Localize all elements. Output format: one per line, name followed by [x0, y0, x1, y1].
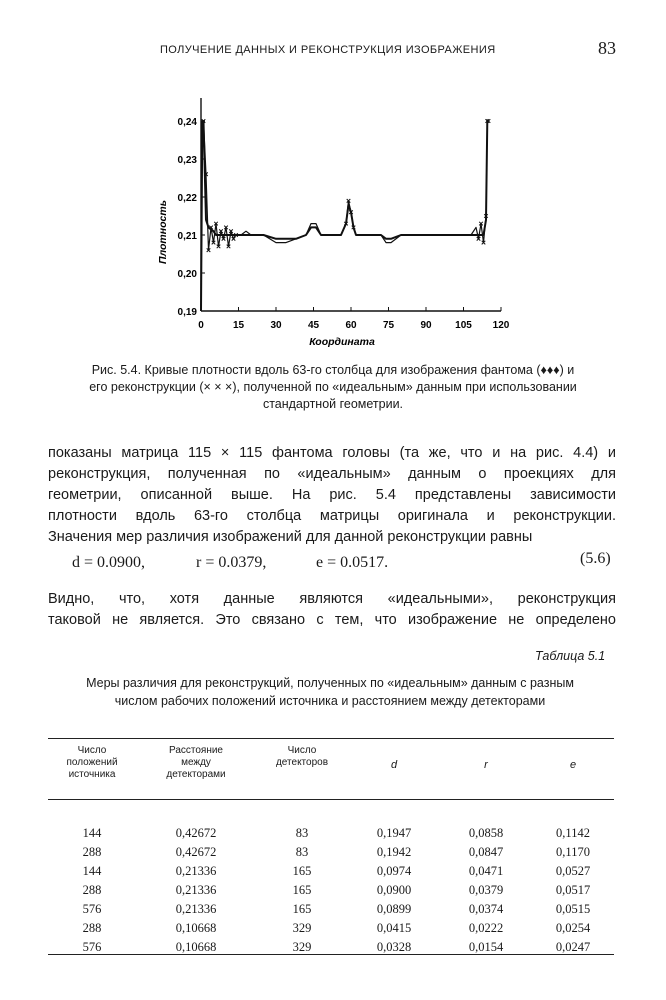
table-caption-line: числом рабочих положений источника и расстоянием между детекторами [114, 694, 546, 708]
x-tick-label: 90 [420, 320, 432, 331]
table-caption-line: Меры различия для реконструкций, полученных по «идеальным» данным с разным [86, 676, 574, 690]
header-detector-spacing: Расстояние между детекторами [166, 745, 226, 780]
figure-caption [48, 362, 618, 413]
formula-5-6 [48, 548, 616, 578]
text-line: Видно, что, хотя данные являются «идеальными», реконструкция [48, 591, 616, 607]
paragraph-1 [48, 443, 616, 548]
chart-x-axis-label: Координата [309, 336, 375, 348]
text-line: геометрии, описанной выше. На рис. 5.4 представлены зависимости [48, 487, 616, 503]
figure-caption-line: его реконструкции (× × ×), полученной по «идеальным» данным при использовании [89, 380, 577, 394]
figure-caption-line: стандартной геометрии. [262, 397, 404, 411]
y-tick-label: 0,19 [177, 307, 197, 318]
header-detector-count: Число детекторов [275, 745, 329, 768]
table-label: Таблица 5.1 [535, 649, 606, 663]
text-line: Значения мер различия изображений для данной реконструкции равны [48, 529, 533, 545]
density-chart [140, 92, 520, 354]
y-tick-label: 0,21 [177, 231, 197, 242]
table-row: 288 0,21336 165 0,0900 0,0379 0,0517 [82, 883, 591, 897]
figure-caption-line: Рис. 5.4. Кривые плотности вдоль 63-го столбца для изображения фантома (♦♦♦) и [91, 363, 575, 377]
table-caption [40, 674, 620, 710]
formula-number: (5.6) [580, 550, 611, 567]
table-row: 576 0,10668 329 0,0328 0,0154 0,0247 [82, 940, 591, 954]
table-row: 288 0,42672 83 0,1942 0,0847 0,1170 [82, 845, 590, 859]
y-tick-label: 0,24 [177, 117, 197, 128]
table-row: 144 0,42672 83 0,1947 0,0858 0,1142 [82, 826, 590, 840]
header-d: d [390, 759, 398, 771]
paragraph-2 [48, 589, 616, 631]
x-tick-label: 105 [455, 320, 472, 331]
text-line: плотности вдоль 63-го столбца матрицы оригинала и реконструкции. [48, 508, 616, 524]
y-tick-label: 0,20 [177, 269, 197, 280]
x-tick-label: 120 [492, 320, 510, 331]
chart-y-axis-label: Плотность [157, 200, 169, 264]
x-tick-label: 30 [270, 320, 282, 331]
header-e: e [569, 759, 577, 771]
phantom-density-line [201, 121, 489, 311]
reconstruction-density-line [201, 121, 489, 311]
x-tick-label: 75 [382, 320, 395, 331]
header-r: r [484, 759, 488, 771]
page-number: 83 [598, 38, 616, 58]
formula-e: e = 0.0517. [316, 554, 389, 571]
table-row: 288 0,10668 329 0,0415 0,0222 0,0254 [82, 921, 591, 935]
text-line: реконструкция, полученная по «идеальным» данным о проекциях для [48, 466, 616, 482]
formula-r: r = 0.0379, [196, 554, 267, 571]
y-tick-label: 0,23 [177, 155, 197, 166]
x-tick-label: 15 [232, 320, 245, 331]
x-tick-label: 45 [307, 320, 320, 331]
distance-measures-table [48, 745, 614, 957]
header-source-positions: Число положений источника [66, 745, 118, 780]
text-line: показаны матрица 115 × 115 фантома головы (та же, что и на рис. 4.4) и [48, 445, 616, 461]
formula-d: d = 0.0900, [72, 554, 146, 571]
table-top-rule [48, 738, 614, 739]
table-row: 576 0,21336 165 0,0899 0,0374 0,0515 [82, 902, 591, 916]
text-line: таковой не является. Это связано с тем, что изображение не определено [48, 612, 616, 628]
y-tick-label: 0,22 [177, 193, 197, 204]
table-row: 144 0,21336 165 0,0974 0,0471 0,0527 [82, 864, 591, 878]
table-header-row [48, 745, 614, 811]
x-tick-label: 60 [345, 320, 357, 331]
x-tick-label: 0 [198, 320, 204, 331]
running-head: ПОЛУЧЕНИЕ ДАННЫХ И РЕКОНСТРУКЦИЯ ИЗОБРАЖЕНИЯ [160, 44, 496, 56]
